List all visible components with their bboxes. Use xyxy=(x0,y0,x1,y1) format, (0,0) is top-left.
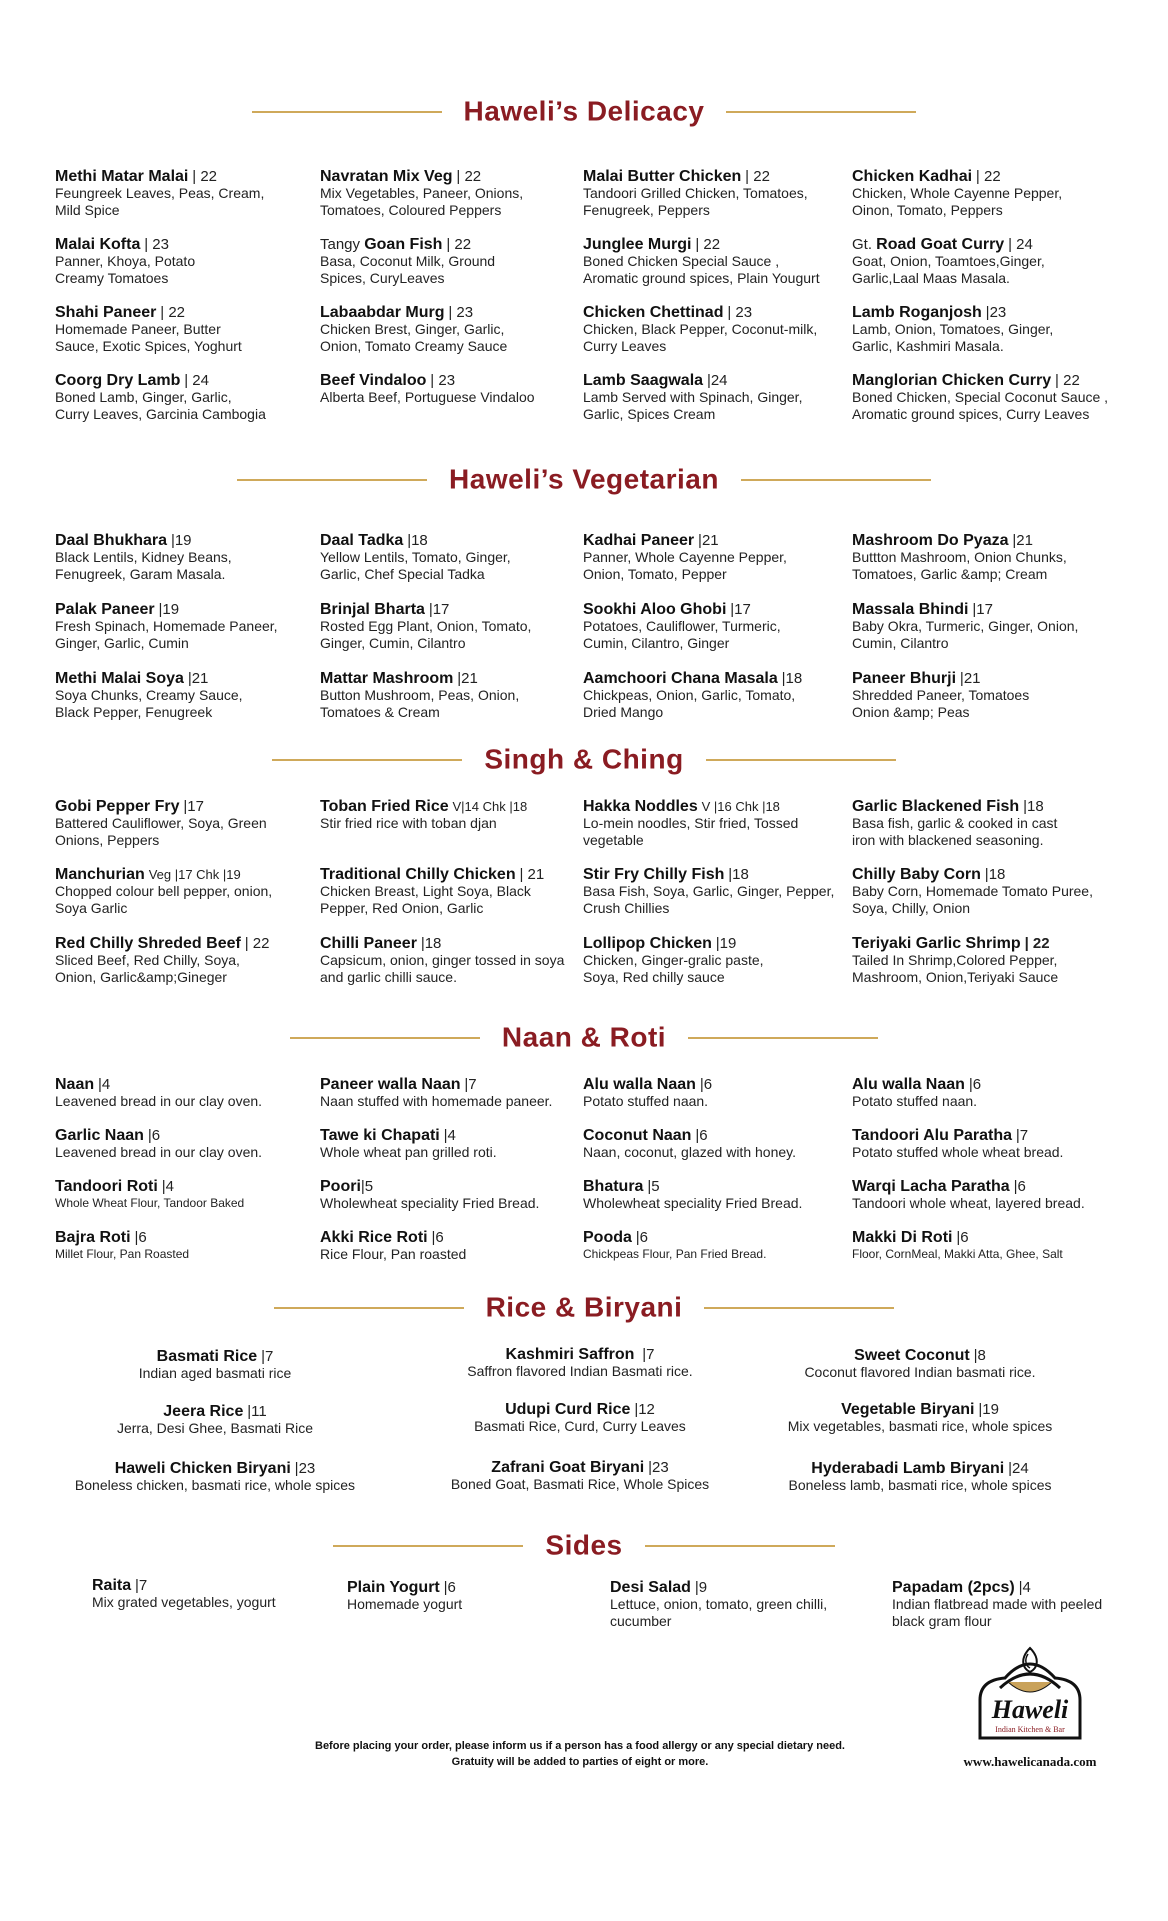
section-title-naan-roti: Naan & Roti xyxy=(0,1020,1168,1054)
menu-item: Chicken Chettinad | 23 Chicken, Black Pepper, Coconut-milk, Curry Leaves xyxy=(583,304,818,354)
menu-item: Naan |4 Leavened bread in our clay oven. xyxy=(55,1076,263,1109)
menu-item: Kashmiri Saffron |7 Saffron flavored Indian Basmati rice. xyxy=(467,1346,693,1379)
menu-item: Shahi Paneer | 22 Homemade Paneer, Butter Sauce, Exotic Spices, Yoghurt xyxy=(55,304,242,354)
menu-item: Desi Salad |9 Lettuce, onion, tomato, green chilli, cucumber xyxy=(610,1579,828,1629)
menu-item: Plain Yogurt |6 Homemade yogurt xyxy=(347,1579,463,1612)
menu-item: Lamb Saagwala |24 Lamb Served with Spinach, Ginger, Garlic, Spices Cream xyxy=(583,372,803,422)
divider xyxy=(726,111,916,113)
menu-item: Lollipop Chicken |19 Chicken, Ginger-gralic paste, Soya, Red chilly sauce xyxy=(583,935,764,985)
menu-item: Makki Di Roti |6 Floor, CornMeal, Makki Atta, Ghee, Salt xyxy=(852,1229,1063,1261)
menu-item: Garlic Blackened Fish |18 Basa fish, garlic & cooked in cast iron with blackened seasoning. xyxy=(852,798,1058,848)
section-title-vegetarian: Haweli’s Vegetarian xyxy=(0,462,1168,496)
menu-item: Alu walla Naan |6 Potato stuffed naan. xyxy=(583,1076,713,1109)
menu-item: Chicken Kadhai | 22 Chicken, Whole Cayenne Pepper, Oinon, Tomato, Peppers xyxy=(852,168,1063,218)
menu-item: Garlic Naan |6 Leavened bread in our clay oven. xyxy=(55,1127,263,1160)
menu-item: Aamchoori Chana Masala |18 Chickpeas, Onion, Garlic, Tomato, Dried Mango xyxy=(583,670,803,720)
menu-item: Brinjal Bharta |17 Rosted Egg Plant, Onion, Tomato, Ginger, Cumin, Cilantro xyxy=(320,601,532,651)
menu-item: Vegetable Biryani |19 Mix vegetables, basmati rice, whole spices xyxy=(787,1401,1053,1434)
menu-item: Malai Kofta | 23 Panner, Khoya, Potato Creamy Tomatoes xyxy=(55,236,196,286)
allergy-notice-line: Before placing your order, please inform us if a person has a food allergy or any special dietary need. xyxy=(315,1740,845,1752)
logo-wordmark: Haweli xyxy=(991,1695,1069,1724)
menu-item: Bhatura |5 Wholewheat speciality Fried Bread. xyxy=(583,1178,803,1211)
menu-item: Mattar Mashroom |21 Button Mushroom, Peas, Onion, Tomatoes & Cream xyxy=(320,670,520,720)
menu-item: Manglorian Chicken Curry | 22 Boned Chicken, Special Coconut Sauce , Aromatic ground spices, Curry Leaves xyxy=(852,372,1109,422)
menu-item: Chilli Paneer |18 Capsicum, onion, ginger tossed in soya and garlic chilli sauce. xyxy=(320,935,565,985)
menu-item: Paneer walla Naan |7 Naan stuffed with homemade paneer. xyxy=(320,1076,553,1109)
menu-item: Kadhai Paneer |21 Panner, Whole Cayenne Pepper, Onion, Tomato, Pepper xyxy=(583,532,787,582)
menu-item: Palak Paneer |19 Fresh Spinach, Homemade Paneer, Ginger, Garlic, Cumin xyxy=(55,601,278,651)
menu-item: Lamb Roganjosh |23 Lamb, Onion, Tomatoes, Ginger, Garlic, Kashmiri Masala. xyxy=(852,304,1054,354)
menu-item: Mashroom Do Pyaza |21 Buttton Mashroom, Onion Chunks, Tomatoes, Garlic &amp; Cream xyxy=(852,532,1067,582)
menu-item: Gt. Road Goat Curry | 24 Goat, Onion, Toamtoes,Ginger, Garlic,Laal Maas Masala. xyxy=(852,236,1045,286)
menu-item: Stir Fry Chilly Fish |18 Basa Fish, Soya, Garlic, Ginger, Pepper, Crush Chillies xyxy=(583,866,835,916)
menu-item: Warqi Lacha Paratha |6 Tandoori whole wheat, layered bread. xyxy=(852,1178,1085,1211)
divider xyxy=(688,1037,878,1039)
divider xyxy=(333,1545,523,1547)
section-title-sides: Sides xyxy=(0,1528,1168,1562)
menu-item: Sookhi Aloo Ghobi |17 Potatoes, Cauliflower, Turmeric, Cumin, Cilantro, Ginger xyxy=(583,601,781,651)
menu-item: Jeera Rice |11 Jerra, Desi Ghee, Basmati Rice xyxy=(116,1403,314,1436)
menu-item: Hyderabadi Lamb Biryani |24 Boneless lamb, basmati rice, whole spices xyxy=(788,1460,1052,1493)
haweli-logo xyxy=(950,1640,1110,1750)
menu-item: Red Chilly Shreded Beef | 22 Sliced Beef, Red Chilly, Soya, Onion, Garlic&amp;Gineger xyxy=(55,935,270,985)
menu-item: Paneer Bhurji |21 Shredded Paneer, Tomatoes Onion &amp; Peas xyxy=(852,670,1030,720)
menu-item: Labaabdar Murg | 23 Chicken Brest, Ginger, Garlic, Onion, Tomato Creamy Sauce xyxy=(320,304,508,354)
section-title-rice-biryani: Rice & Biryani xyxy=(0,1290,1168,1324)
menu-item: Manchurian Veg |17 Chk |19 Chopped colour bell pepper, onion, Soya Garlic xyxy=(55,866,273,916)
divider xyxy=(645,1545,835,1547)
menu-item: Methi Malai Soya |21 Soya Chunks, Creamy Sauce, Black Pepper, Fenugreek xyxy=(55,670,243,720)
menu-item: Beef Vindaloo | 23 Alberta Beef, Portuguese Vindaloo xyxy=(320,372,535,405)
logo-tagline: Indian Kitchen & Bar xyxy=(995,1725,1065,1734)
menu-item: Basmati Rice |7 Indian aged basmati rice xyxy=(138,1348,292,1381)
divider xyxy=(741,479,931,481)
menu-item: Teriyaki Garlic Shrimp | 22 Tailed In Shrimp,Colored Pepper, Mashroom, Onion,Teriyaki Sauce xyxy=(852,935,1059,985)
menu-item: Traditional Chilly Chicken | 21 Chicken Breast, Light Soya, Black Pepper, Red Onion, Garlic xyxy=(320,866,545,916)
menu-item: Pooda |6 Chickpeas Flour, Pan Fried Bread. xyxy=(583,1229,767,1261)
menu-item: Daal Bhukhara |19 Black Lentils, Kidney Beans, Fenugreek, Garam Masala. xyxy=(55,532,232,582)
menu-item: Poori|5 Wholewheat speciality Fried Bread. xyxy=(320,1178,540,1211)
menu-item: Papadam (2pcs) |4 Indian flatbread made with peeled black gram flour xyxy=(892,1579,1103,1629)
menu-item: Coorg Dry Lamb | 24 Boned Lamb, Ginger, Garlic, Curry Leaves, Garcinia Cambogia xyxy=(55,372,266,422)
menu-item: Gobi Pepper Fry |17 Battered Cauliflower, Soya, Green Onions, Peppers xyxy=(55,798,267,848)
menu-item: Malai Butter Chicken | 22 Tandoori Grilled Chicken, Tomatoes, Fenugreek, Peppers xyxy=(583,168,808,218)
menu-item: Methi Matar Malai | 22 Feungreek Leaves, Peas, Cream, Mild Spice xyxy=(55,168,265,218)
menu-item: Junglee Murgi | 22 Boned Chicken Special Sauce , Aromatic ground spices, Plain Yougurt xyxy=(583,236,820,286)
menu-item: Tandoori Roti |4 Whole Wheat Flour, Tandoor Baked xyxy=(55,1178,245,1210)
menu-item: Raita |7 Mix grated vegetables, yogurt xyxy=(92,1577,276,1610)
menu-item: Zafrani Goat Biryani |23 Boned Goat, Basmati Rice, Whole Spices xyxy=(450,1459,710,1492)
section-title-delicacy: Haweli’s Delicacy xyxy=(0,94,1168,128)
menu-item: Navratan Mix Veg | 22 Mix Vegetables, Paneer, Onions, Tomatoes, Coloured Peppers xyxy=(320,168,524,218)
divider xyxy=(706,759,896,761)
divider xyxy=(272,759,462,761)
divider xyxy=(274,1307,464,1309)
menu-item: Tandoori Alu Paratha |7 Potato stuffed whole wheat bread. xyxy=(852,1127,1064,1160)
divider xyxy=(237,479,427,481)
menu-item: Hakka Noddles V |16 Chk |18 Lo-mein noodles, Stir fried, Tossed vegetable xyxy=(583,798,799,848)
gratuity-notice-line: Gratuity will be added to parties of eight or more. xyxy=(451,1756,709,1768)
divider xyxy=(290,1037,480,1039)
allergy-notice xyxy=(220,1738,940,1770)
menu-item: Tangy Goan Fish | 22 Basa, Coconut Milk, Ground Spices, CuryLeaves xyxy=(320,236,496,286)
section-title-singh-ching: Singh & Ching xyxy=(0,742,1168,776)
menu-item: Udupi Curd Rice |12 Basmati Rice, Curd, Curry Leaves xyxy=(474,1401,686,1434)
menu-item: Bajra Roti |6 Millet Flour, Pan Roasted xyxy=(55,1229,190,1261)
menu-item: Alu walla Naan |6 Potato stuffed naan. xyxy=(852,1076,982,1109)
menu-item: Chilly Baby Corn |18 Baby Corn, Homemade Tomato Puree, Soya, Chilly, Onion xyxy=(852,866,1093,916)
menu-item: Toban Fried Rice V|14 Chk |18 Stir fried rice with toban djan xyxy=(320,798,528,831)
divider xyxy=(252,111,442,113)
menu-item: Haweli Chicken Biryani |23 Boneless chicken, basmati rice, whole spices xyxy=(74,1460,356,1493)
menu-item: Daal Tadka |18 Yellow Lentils, Tomato, Ginger, Garlic, Chef Special Tadka xyxy=(320,532,511,582)
menu-item: Akki Rice Roti |6 Rice Flour, Pan roasted xyxy=(320,1229,467,1262)
divider xyxy=(704,1307,894,1309)
menu-item: Sweet Coconut |8 Coconut flavored Indian basmati rice. xyxy=(804,1347,1036,1380)
menu-item: Coconut Naan |6 Naan, coconut, glazed with honey. xyxy=(583,1127,796,1160)
website-url[interactable]: www.hawelicanada.com xyxy=(963,1754,1097,1769)
menu-item: Tawe ki Chapati |4 Whole wheat pan grilled roti. xyxy=(320,1127,497,1160)
menu-item: Massala Bhindi |17 Baby Okra, Turmeric, Ginger, Onion, Cumin, Cilantro xyxy=(852,601,1079,651)
